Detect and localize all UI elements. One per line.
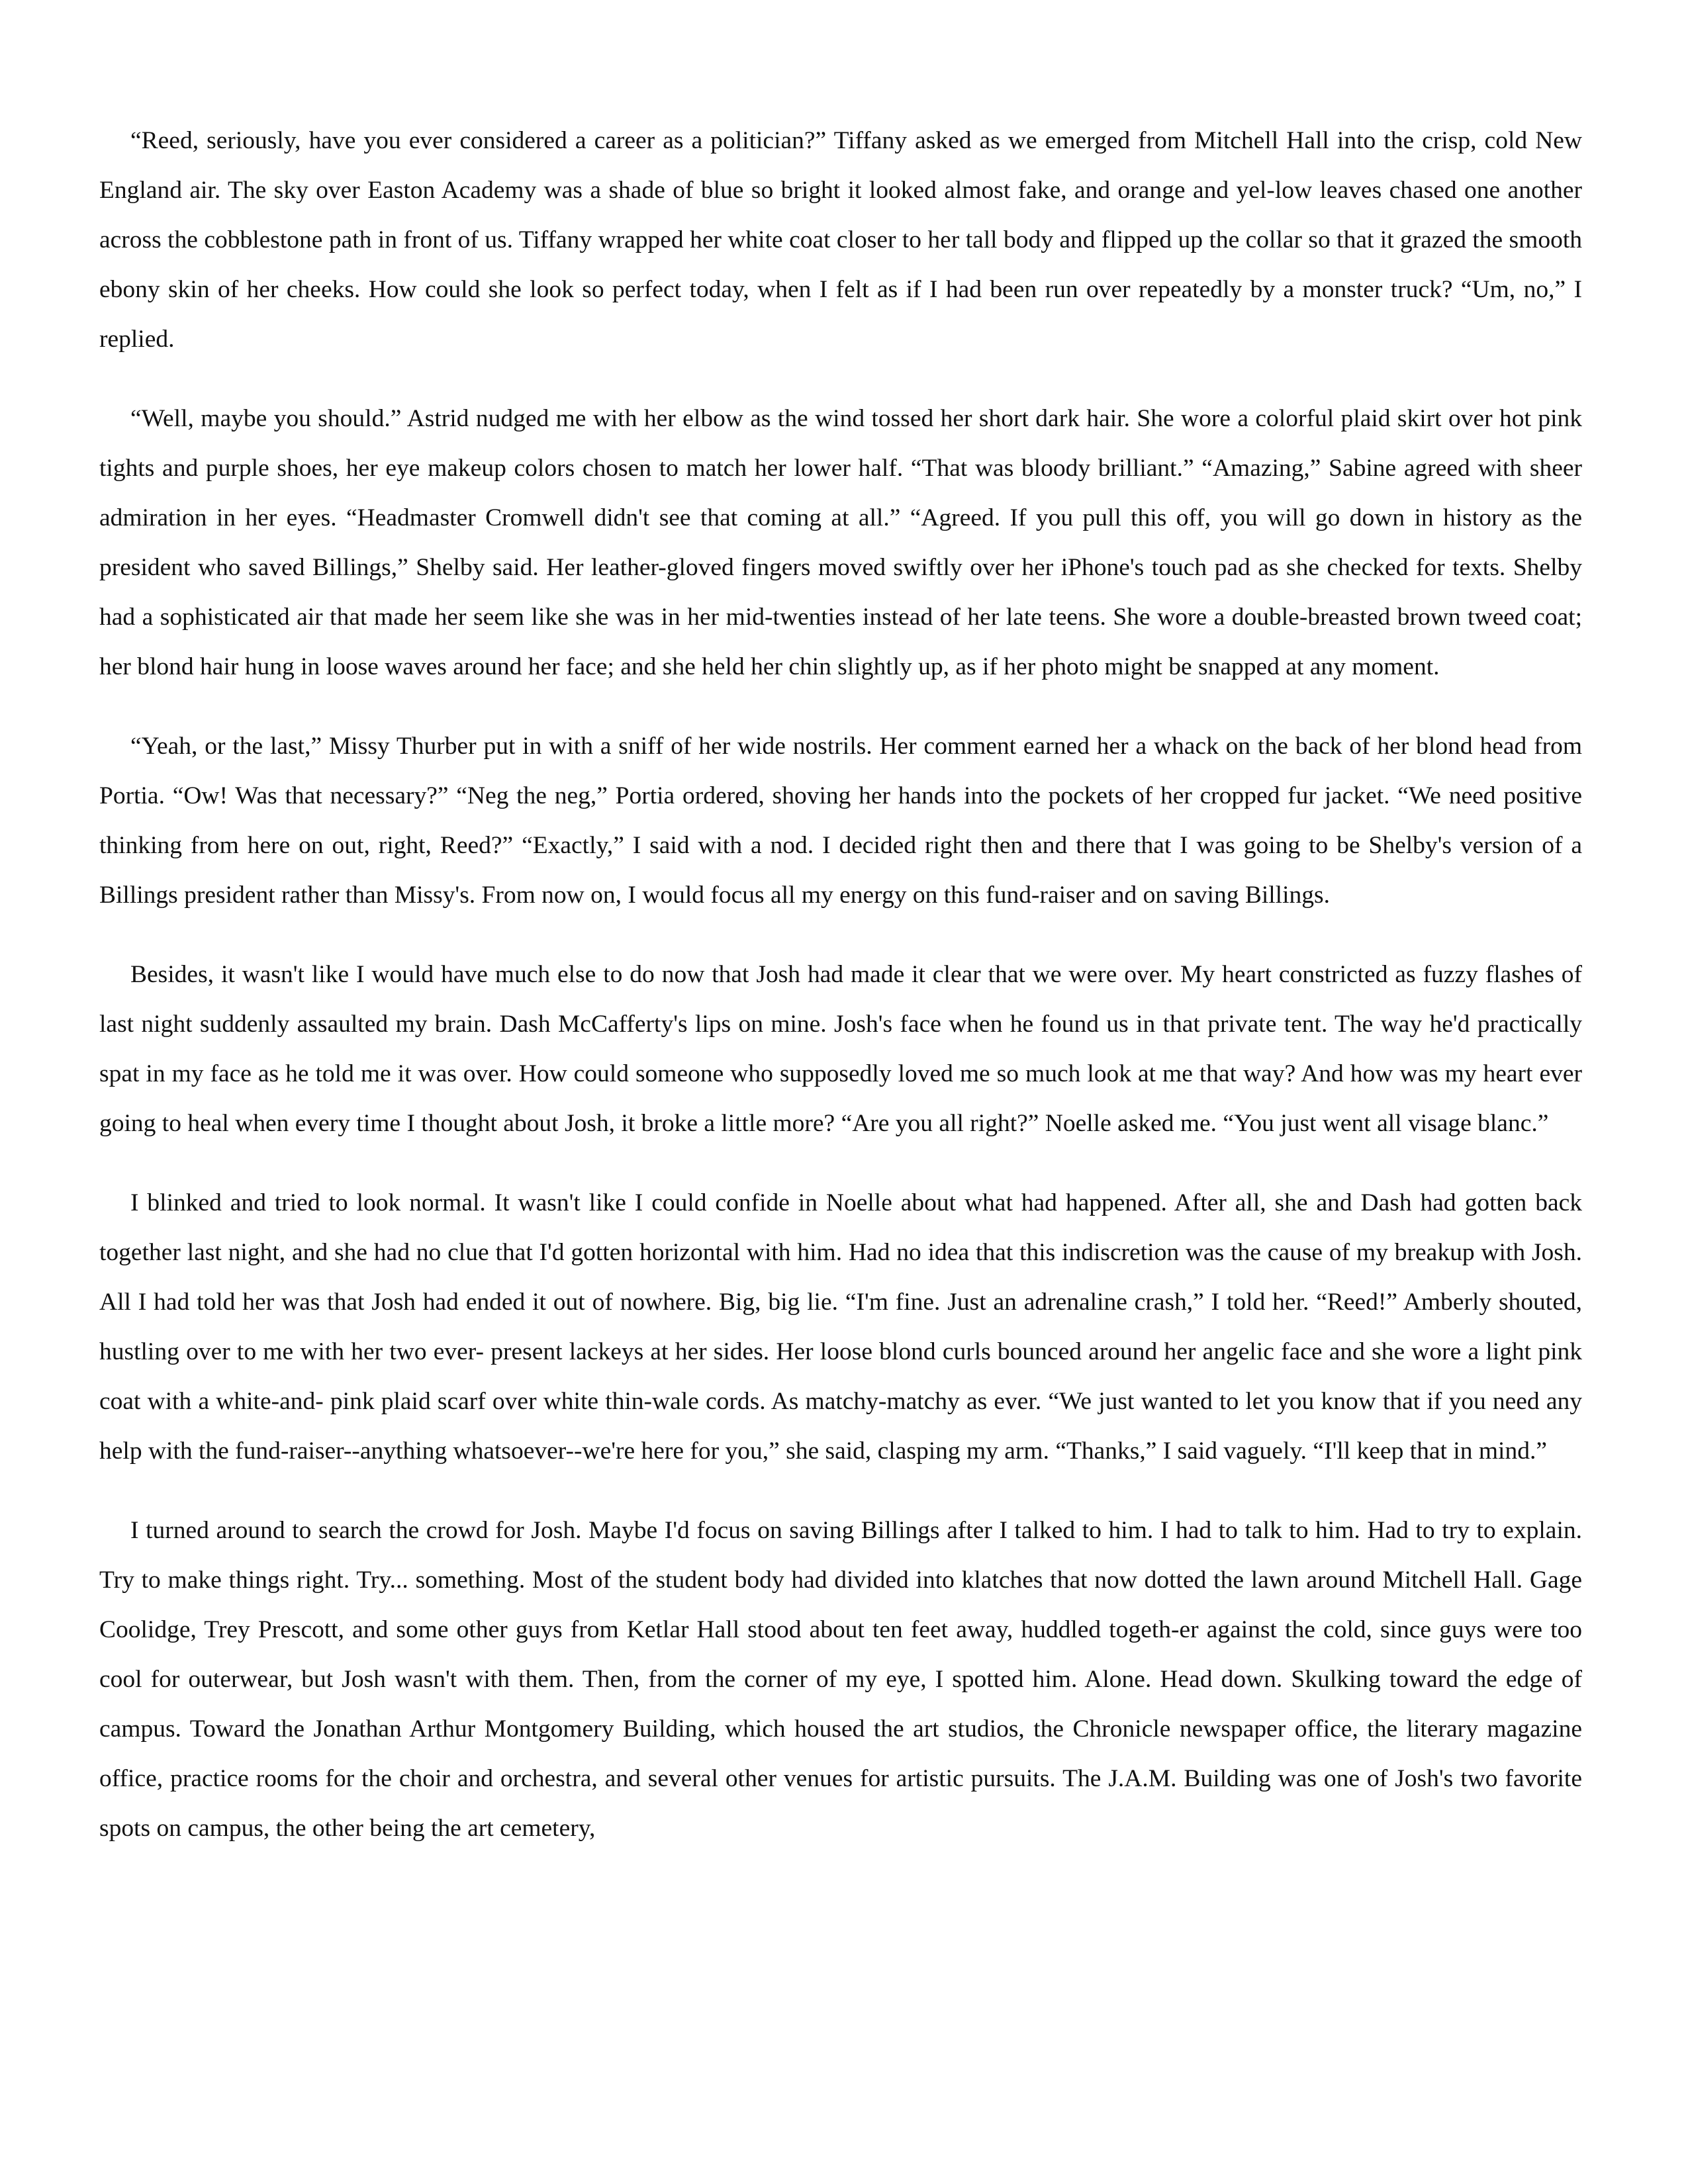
paragraph: I blinked and tried to look normal. It wasn't like I could confide in Noelle about what had happened. After all, she and Dash had gotten back together last night, and she had no clue that I'd gotten horizontal with him. Had no idea that this indiscretion was the cause of my breakup with Josh. All I had told her was that Josh had ended it out of nowhere. Big, big lie. “I'm fine. Just an adrenaline crash,” I told her. “Reed!” Amberly shouted, hustling over to me with her two ever- present lackeys at her sides. Her loose blond curls bounced around her angelic face and she wore a light pink coat with a white-and- pink plaid scarf over white thin-wale cords. As matchy-matchy as ever. “We just wanted to let you know that if you need any help with the fund-raiser--anything whatsoever--we're here for you,” she said, clasping my arm. “Thanks,” I said vaguely. “I'll keep that in mind.” (99, 1189, 1582, 1465)
document-page (99, 116, 1582, 1853)
paragraph: “Reed, seriously, have you ever considered a career as a politician?” Tiffany asked as we emerged from Mitchell Hall into the crisp, cold New England air. The sky over Easton Academy was a shade of blue so bright it looked almost fake, and orange and yel-low leaves chased one another across the cobblestone path in front of us. Tiffany wrapped her white coat closer to her tall body and flipped up the collar so that it grazed the smooth ebony skin of her cheeks. How could she look so perfect today, when I felt as if I had been run over repeatedly by a monster truck? “Um, no,” I replied. (99, 127, 1582, 353)
paragraph: Besides, it wasn't like I would have much else to do now that Josh had made it clear that we were over. My heart constricted as fuzzy flashes of last night suddenly assaulted my brain. Dash McCafferty's lips on mine. Josh's face when he found us in that private tent. The way he'd practically spat in my face as he told me it was over. How could someone who supposedly loved me so much look at me that way? And how was my heart ever going to heal when every time I thought about Josh, it broke a little more? “Are you all right?” Noelle asked me. “You just went all visage blanc.” (99, 961, 1582, 1137)
paragraph: “Yeah, or the last,” Missy Thurber put in with a sniff of her wide nostrils. Her comment earned her a whack on the back of her blond head from Portia. “Ow! Was that necessary?” “Neg the neg,” Portia ordered, shoving her hands into the pockets of her cropped fur jacket. “We need positive thinking from here on out, right, Reed?” “Exactly,” I said with a nod. I decided right then and there that I was going to be Shelby's version of a Billings president rather than Missy's. From now on, I would focus all my energy on this fund-raiser and on saving Billings. (99, 733, 1582, 909)
paragraph: “Well, maybe you should.” Astrid nudged me with her elbow as the wind tossed her short dark hair. She wore a colorful plaid skirt over hot pink tights and purple shoes, her eye makeup colors chosen to match her lower half. “That was bloody brilliant.” “Amazing,” Sabine agreed with sheer admiration in her eyes. “Headmaster Cromwell didn't see that coming at all.” “Agreed. If you pull this off, you will go down in history as the president who saved Billings,” Shelby said. Her leather-gloved fingers moved swiftly over her iPhone's touch pad as she checked for texts. Shelby had a sophisticated air that made her seem like she was in her mid-twenties instead of her late teens. She wore a double-breasted brown tweed coat; her blond hair hung in loose waves around her face; and she held her chin slightly up, as if her photo might be snapped at any moment. (99, 405, 1582, 680)
paragraph: I turned around to search the crowd for Josh. Maybe I'd focus on saving Billings after I talked to him. I had to talk to him. Had to try to explain. Try to make things right. Try... something. Most of the student body had divided into klatches that now dotted the lawn around Mitchell Hall. Gage Coolidge, Trey Prescott, and some other guys from Ketlar Hall stood about ten feet away, huddled togeth-er against the cold, since guys were too cool for outerwear, but Josh wasn't with them. Then, from the corner of my eye, I spotted him. Alone. Head down. Skulking toward the edge of campus. Toward the Jonathan Arthur Montgomery Building, which housed the art studios, the Chronicle newspaper office, the literary magazine office, practice rooms for the choir and orchestra, and several other venues for artistic pursuits. The J.A.M. Building was one of Josh's two favorite spots on campus, the other being the art cemetery, (99, 1517, 1582, 1842)
